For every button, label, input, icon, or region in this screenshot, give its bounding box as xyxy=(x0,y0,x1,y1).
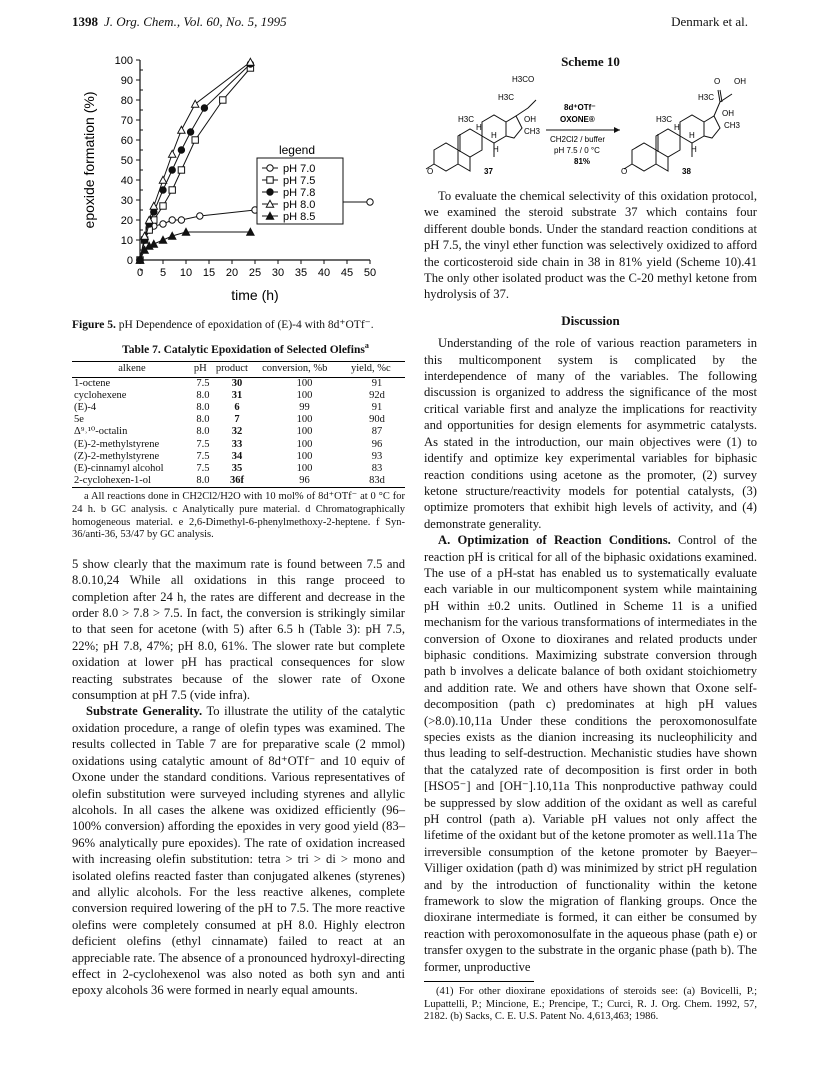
table-cell: 100 xyxy=(296,426,313,438)
sm-h3co-label: H3CO xyxy=(512,75,535,84)
y-tick-label: 20 xyxy=(120,215,133,227)
right-column xyxy=(424,188,757,1024)
data-point xyxy=(201,105,207,111)
reagent-oxone: OXONE® xyxy=(560,115,595,124)
x-tick-label: 15 xyxy=(202,267,216,279)
y-tick-label: 10 xyxy=(120,235,133,247)
table-row xyxy=(72,402,405,414)
sm-h-label-3: H xyxy=(493,145,499,154)
data-point xyxy=(178,217,184,223)
legend-title: legend xyxy=(278,143,316,157)
pr-oh-label-top: OH xyxy=(734,77,746,86)
data-point xyxy=(197,213,203,219)
data-point xyxy=(160,203,166,209)
legend-entry: pH 8.5 xyxy=(283,211,316,223)
table-7-footnote: a All reactions done in CH2Cl2/H2O with 10 mol% of 8d⁺OTf⁻ at 0 °C for 24 h. b GC analysis. c Analytically pure material. d Chromatographically homogeneous material. e 2,6-Dimethyl-6-phenylmethoxy-2-heptene. f Syn-36/anti-36, 53/47 by GC analysis. xyxy=(72,491,405,541)
y-tick-label: 60 xyxy=(120,135,133,147)
figure-caption xyxy=(72,318,405,332)
table-cell: 100 xyxy=(296,389,313,401)
y-tick-label: 40 xyxy=(120,175,133,187)
data-point xyxy=(160,221,166,227)
table-cell: Δ⁹˒¹⁰-octalin xyxy=(74,426,128,438)
y-tick-label: 30 xyxy=(120,195,133,207)
table-7-title-text: Table 7. Catalytic Epoxidation of Selected Olefins xyxy=(122,344,365,356)
table-cell: 93 xyxy=(371,450,383,462)
legend-entry: pH 7.5 xyxy=(283,175,316,187)
optimization-text: Control of the reaction pH is critical for all of the biphasic oxidations examined. The use of a pH-stat has enabled us to systematically evaluate each variable in our multicomponent system while maintaining pH within ±0.2 units. Outlined in Scheme 11 is a unified mechanism for the various transformations of intermediates in the conversion of Oxone to dioxiranes and related products under biphasic conditions. Maximizing substrate conversion through path b involves a delicate balance of both oxidant stoichiometry and addition rate. We and others have shown that Oxone self-decomposition (path c) predominates at high pH values (>8.0).10,11a Under these conditions the peroxomonosulfate species exists as the dianion increasing its nucleophilicity and thus leading to self-destruction. Mechanistic studies have shown that the catalyzed rate of decomposition is first order in both [HSO5⁻] and [OH⁻].10,11a This nonproductive pathway could be suppressed by slow addition of the oxidant as well as careful pH control (path a). Variable pH values not only affect the lifetime of the oxidant but of the ketone promoter as well.11a The irreversible consumption of the ketone promoter by Baeyer–Villiger oxidation (path d) was minimized by strict pH regulation and by the introduction of functionality within the ketone framework to slow the migration of flanking groups. Once the dioxirane intermediate is formed, it can either be consumed by reaction with peroxomonosulfate in the aqueous phase (path e) or transfer oxygen to the substrate in the organic phase (path b). The former, unproductive xyxy=(424,533,757,974)
pr-ketone-o-label: O xyxy=(714,77,721,86)
pr-oxo-label: O xyxy=(621,167,628,176)
table-cell: 31 xyxy=(231,389,243,401)
x-tick-label: 35 xyxy=(294,267,308,279)
table-cell: (E)-cinnamyl alcohol xyxy=(74,463,164,475)
compound-38-label: 38 xyxy=(682,167,691,176)
table-cell: 36f xyxy=(214,475,260,488)
data-point xyxy=(178,126,185,133)
pr-h-label-3: H xyxy=(691,145,697,154)
table-cell: 7.5 xyxy=(196,438,210,450)
footnote-rule xyxy=(424,981,534,982)
table-cell: 8.0 xyxy=(196,414,210,426)
left-paragraph-2 xyxy=(72,703,405,998)
table-row xyxy=(72,377,405,390)
table-row xyxy=(72,439,405,451)
header-left xyxy=(72,14,287,30)
table-cell: 8.0 xyxy=(196,426,210,438)
data-point xyxy=(178,147,184,153)
legend-marker xyxy=(267,177,273,183)
table-cell: (E)-4 xyxy=(74,402,97,414)
table-row xyxy=(72,463,405,475)
right-paragraph-1: To evaluate the chemical selectivity of this oxidation protocol, we examined the steroid substrate 37 which contains four different double bonds. Under the standard reaction conditions at pH 7.5, the vinyl ether function was selectively oxidized to afford the corticosteroid side chain in 38 in 81% yield (Scheme 10).41 The only other isolated product was the C-20 methyl ketone from hydrolysis of 37. xyxy=(424,189,757,302)
y-tick-label: 80 xyxy=(120,95,133,107)
table-cell: 8.0 xyxy=(196,389,210,401)
table-7 xyxy=(72,361,405,488)
pr-ch3-label: CH3 xyxy=(724,121,741,130)
pr-h-label-1: H xyxy=(674,123,680,132)
table-cell: 96 xyxy=(371,438,383,450)
substrate-generality-heading: Substrate Generality. xyxy=(86,704,203,719)
table-cell: 100 xyxy=(296,414,313,426)
x-tick-label: 25 xyxy=(248,267,262,279)
table-cell: 33 xyxy=(231,438,243,450)
figure-caption-text: pH Dependence of epoxidation of (E)-4 with 8d⁺OTf⁻. xyxy=(115,319,374,331)
table-cell: (E)-2-methylstyrene xyxy=(74,438,160,450)
substrate-generality-text: To illustrate the utility of the catalytic oxidation procedure, a range of olefin types was examined. The results collected in Table 7 are for preparative scale (2 mmol) oxidations using catalytic amount of 8d⁺OTf⁻ and 10 equiv of Oxone under the standard conditions. Various representatives of olefin substitution were surveyed including styrenes and allylic alcohols. In all cases the alkene was oxidized efficiently (96–100% conversion) affording the epoxides in very good yield (83–96% analytically pure epoxides). The rate of oxidation increased with increasing olefin substitution: tetra > tri > di > mono and isolated olefins reacted faster than conjugated alkenes (styrenes) and allylic alcohols. For the less reactive alkenes, complete conversion required lowering of the pH to 7.5. The more reactive olefins were completely consumed at pH 8.0. Highly electron deficient olefins (ethyl cinnamate) failed to react at an appreciable rate. The absence of a pronounced hydroxyl-directing effect in 2-cyclohexenol was also noted as both syn and anti epoxy alcohols 36 were formed in nearly equal amounts. xyxy=(72,704,406,998)
page-number: 1398 xyxy=(72,14,98,29)
table-cell: 1-octene xyxy=(74,377,111,389)
table-cell: 96 xyxy=(260,475,349,488)
optimization-heading: A. Optimization of Reaction Conditions. xyxy=(438,533,671,548)
discussion-heading: Discussion xyxy=(561,312,620,328)
table-row xyxy=(72,451,405,463)
running-header xyxy=(72,14,748,32)
footnote-41: (41) For other dioxirane epoxidations of steroids see: (a) Bovicelli, P.; Lupattelli, P.; Mincione, E.; Prencipe, T.; Curci, R. J. Org. Chem. 1992, 57, 2182. (b) Sacks, C. E. U.S. Patent No. 4,613,463; 1986. xyxy=(424,986,757,1023)
x-tick-label: 40 xyxy=(317,267,331,279)
table-cell: 30 xyxy=(231,377,243,389)
table-cell: 83d xyxy=(349,475,405,488)
data-point xyxy=(187,129,193,135)
right-paragraph-2: Understanding of the role of various reaction parameters in this multicomponent system is complicated by the interdependence of many of the variables. The following discussion is organized to address the significance of the most critical variable first and analyze the implications for reactivity and opportunities for design elements for asymmetric catalysts. As stated in the introduction, our main objectives were (1) to identify and optimize key experimental variables for biphasic reaction conditions using acetone as the promoter, (2) survey ketone structure/reactivity models for potential catalysts, (3) optimize promoters that exhibit high levels of activity, and (4) demonstrate generality. xyxy=(424,336,757,531)
table-cell: 8.0 xyxy=(196,402,210,414)
table-cell: 83 xyxy=(371,463,383,475)
sm-h3c-label-top: H3C xyxy=(498,93,515,102)
table-cell: (Z)-2-methylstyrene xyxy=(74,450,160,462)
condition-ph-temp: pH 7.5 / 0 °C xyxy=(554,146,600,155)
table-cell: 100 xyxy=(296,450,313,462)
data-point xyxy=(192,137,198,143)
table-7-title-sup: a xyxy=(364,341,369,351)
table-7-header-row xyxy=(72,362,405,377)
y-axis-label: epoxide formation (%) xyxy=(81,91,97,229)
left-column xyxy=(72,318,405,999)
x-tick-label: 5 xyxy=(159,267,167,279)
table-cell: 5e xyxy=(74,414,84,426)
table-cell: 35 xyxy=(231,463,243,475)
series-line xyxy=(140,64,250,260)
table-cell: 6 xyxy=(234,402,240,414)
x-tick-label: 10 xyxy=(179,267,193,279)
table-7-title xyxy=(72,342,405,358)
x-axis-label: time (h) xyxy=(231,287,279,303)
table-cell: 34 xyxy=(231,450,243,462)
journal-citation: J. Org. Chem., Vol. 60, No. 5, 1995 xyxy=(104,14,287,29)
data-point xyxy=(192,100,199,107)
data-point xyxy=(169,167,175,173)
table-cell: 91 xyxy=(371,377,383,389)
data-point xyxy=(178,167,184,173)
y-tick-label: 50 xyxy=(120,155,133,167)
table-7-header-cell: conversion, %b xyxy=(260,362,349,377)
x-tick-label: 30 xyxy=(271,267,285,279)
table-7-body xyxy=(72,377,405,488)
legend-entry: pH 7.0 xyxy=(283,163,316,175)
legend-entry: pH 7.8 xyxy=(283,187,316,199)
table-cell: 100 xyxy=(296,463,313,475)
table-7-header-cell: alkene xyxy=(72,362,192,377)
table-7-header-cell: product xyxy=(214,362,260,377)
y-tick-label: 100 xyxy=(114,55,133,67)
sm-h-label-2: H xyxy=(491,131,497,140)
sm-ch3-label: CH3 xyxy=(524,127,541,136)
data-point xyxy=(159,236,166,243)
legend-entry: pH 8.0 xyxy=(283,199,316,211)
x-tick-label: 45 xyxy=(340,267,354,279)
table-cell: cyclohexene xyxy=(74,389,127,401)
sm-h3c-label-left: H3C xyxy=(458,115,475,124)
pr-h3c-label-left: H3C xyxy=(656,115,673,124)
table-7-header-cell: pH xyxy=(192,362,214,377)
scheme-10-diagram xyxy=(424,72,757,182)
reaction-yield: 81% xyxy=(574,157,591,166)
table-row xyxy=(72,414,405,426)
table-cell: 99 xyxy=(299,402,310,414)
scheme-10-title: Scheme 10 xyxy=(561,54,620,69)
table-cell: 92d xyxy=(369,389,385,401)
data-point xyxy=(150,240,157,247)
y-tick-label: 0 xyxy=(126,255,133,267)
table-cell: 2-cyclohexen-1-ol xyxy=(72,475,192,488)
table-7-header-cell: yield, %c xyxy=(349,362,405,377)
table-cell: 7.5 xyxy=(196,450,210,462)
data-point xyxy=(169,217,175,223)
figure-caption-label: Figure 5. xyxy=(72,319,116,331)
table-row xyxy=(72,426,405,438)
figure-5-chart xyxy=(72,40,405,320)
legend-marker xyxy=(267,189,273,195)
table-cell: 7 xyxy=(234,414,240,426)
x-tick-label: 50 xyxy=(363,267,377,279)
legend-marker xyxy=(267,165,273,171)
x-tick-label: 0 xyxy=(136,267,144,279)
series-line xyxy=(140,68,250,260)
left-paragraph-1: 5 show clearly that the maximum rate is found between 7.5 and 8.0.10,24 While all oxidations in this range proceed to completion after 24 h, the rates are different and decrease in the order 8.0 > 7.8 > 7.5. In fact, the conversion is strikingly similar to that seen for acetone (with 5) after 6.5 h (Table 3): pH 7.5, 22%; pH 7.8, 47%; pH 8.0, 61%. The slower rate but complete oxidation at lower pH has practical consequences for slow reacting substrates because of the slower rate of Oxone consumption at pH 7.5 (vide infra). xyxy=(72,556,405,703)
reaction-arrowhead xyxy=(614,127,620,133)
table-cell: 32 xyxy=(231,426,243,438)
table-cell: 7.5 xyxy=(196,463,210,475)
table-cell: 100 xyxy=(296,438,313,450)
header-authors: Denmark et al. xyxy=(671,14,748,29)
table-row xyxy=(72,390,405,402)
table-cell: 7.5 xyxy=(196,377,210,389)
steroid-37 xyxy=(426,100,536,171)
table-row xyxy=(72,475,405,488)
table-cell: 8.0 xyxy=(192,475,214,488)
table-cell: 90d xyxy=(369,414,385,426)
data-point xyxy=(169,187,175,193)
sm-h-label-1: H xyxy=(476,123,482,132)
pr-h3c-label-top: H3C xyxy=(698,93,715,102)
compound-37-label: 37 xyxy=(484,167,493,176)
data-point xyxy=(220,97,226,103)
condition-solvent: CH2Cl2 / buffer xyxy=(550,135,605,144)
pr-h-label-2: H xyxy=(689,131,695,140)
y-tick-label: 90 xyxy=(120,75,133,87)
table-cell: 100 xyxy=(296,377,313,389)
right-paragraph-3 xyxy=(424,532,757,975)
data-point xyxy=(169,150,176,157)
sm-oh-label: OH xyxy=(524,115,536,124)
sm-oxo-label: O xyxy=(427,167,434,176)
reagent-catalyst: 8d⁺OTf⁻ xyxy=(564,103,596,112)
pr-oh-label: OH xyxy=(722,109,734,118)
series-line xyxy=(140,62,250,260)
table-cell: 91 xyxy=(371,402,383,414)
table-cell: 87 xyxy=(371,426,383,438)
y-tick-label: 70 xyxy=(120,115,133,127)
data-point xyxy=(367,199,373,205)
data-point xyxy=(159,176,166,183)
x-tick-label: 20 xyxy=(225,267,239,279)
